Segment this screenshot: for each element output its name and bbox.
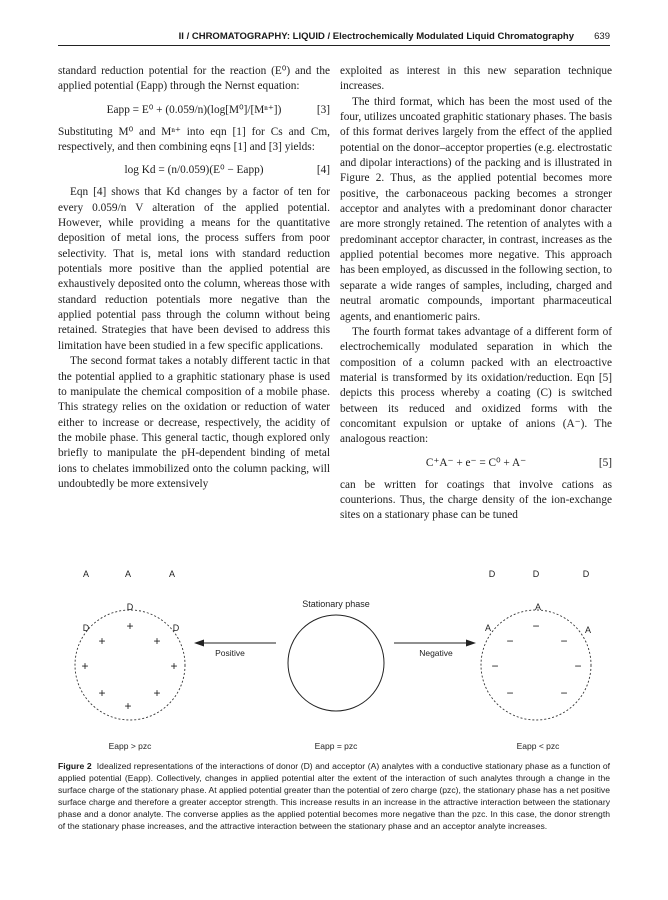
plus-charge: + [170,659,178,673]
minus-charge: − [560,634,568,648]
top-left-label-2: A [124,569,132,579]
caption-text: Idealized representations of the interactions of donor (D) and acceptor (A) analytes with a conductive stationary phase as a function of applied potential (Eapp). Collectively, changes in applied potential alter the extent of the interaction of such analytes through a change in the surface charge of the stationary phase. At applied potential greater than the potential of zero charge (pzc), the stationary phase has a net positive surface charge and therefore a greater acceptor strength. This increase results in an increase in the attractive interaction between the stationary phase and a donor analyte. The converse applies as the applied potential becomes more negative than the pzc. In this case, the donor strength of the stationary phase increases, and the attractive interaction between the stationary phase and an acceptor analyte increases. [58,761,610,832]
equation-3 [58,95,330,125]
equation-4-body: log Kd = (n/0.059)(E⁰ − Eapp) [124,164,264,177]
right-paragraph-2: The third format, which has been the most used of the four, utilizes uncoated graphitic stationary phases. The basis of this format derives largely from the effect of the applied potential on the donor–acceptor properties (e.g. electrostatic and dipolar interactions) of the packing and is illustrated in Figure 2. Thus, as the applied potential becomes more positive, the carbonaceous packing becomes a stronger acceptor and analytes with a predominant donor character are more strongly retained. The retention of analytes with a predominant acceptor character, in contrast, increases as the applied potential becomes more negative. This approach has been employed, as discussed in the following section, to separate a wide ranges of samples, including, charged and neutral aromatic compounds, important pharmaceutical agents, and enantiomeric pairs. [340,95,613,323]
right-paragraph-1: exploited as interest in this new separation technique increases. [340,65,612,93]
right-circle-side-label-1: A [484,623,492,633]
left-circle-side-label-1: D [82,623,90,633]
top-right-label-3: D [582,569,590,579]
left-column [58,64,330,492]
top-right-label-2: D [532,569,540,579]
left-circle-side-label-2: D [172,623,180,633]
equation-5-number: [5] [598,456,612,469]
minus-charge: − [532,619,540,633]
left-paragraph-1: standard reduction potential for the reaction (E⁰) and the applied potential (Eapp) through the Nernst equation: [58,65,330,93]
top-left-label-1: A [82,569,90,579]
left-paragraph-2: Substituting M⁰ and Mⁿ⁺ into eqn [1] for Cs and Cm, respectively, and then combining eqns [1] and [3] yields: [58,125,330,154]
plus-charge: + [126,619,134,633]
plus-charge: + [124,699,132,713]
right-paragraph-3: The fourth format takes advantage of a different form of electrochemically modulated separation in which the composition of a column packed with an electroactive material is transformed by its oxidation/reduction. Eqn [5] depicts this process whereby a coating (C) is switched between its reduced and oxidized forms with the concomitant expulsion or uptake of anions (A⁻). The analogous reaction: [340,325,612,446]
equation-3-number: [3] [316,103,330,116]
top-right-label-1: D [488,569,496,579]
equation-4 [58,155,330,185]
plus-charge: + [153,634,161,648]
figure-caption [58,760,610,833]
plus-charge: + [98,634,106,648]
equation-4-number: [4] [316,164,330,177]
minus-charge: − [506,686,514,700]
caption-label: Figure 2 [58,761,92,771]
right-paragraph-4: can be written for coatings that involve cations as counterions. Thus, the charge density of the ion-exchange sites on a stationary phase can be tuned [340,478,612,522]
positive-arrow-label: Positive [215,648,245,658]
condition-right: Eapp < pzc [516,741,560,751]
equation-3-body: Eapp = E⁰ + (0.059/n)(log[M⁰]/[Mⁿ⁺]) [106,103,282,116]
plus-charge: + [81,659,89,673]
equation-5-body: C⁺A⁻ + e⁻ = C⁰ + A⁻ [425,456,527,469]
left-circle-top-label: D [126,602,134,612]
right-circle-top-label: A [534,602,542,612]
left-paragraph-4: The second format takes a notably different tactic in that the potential applied to a graphitic stationary phase is used to manipulate the chemical composition of a mobile phase. This strategy relies on the oxidation or reduction of water either to increase or decrease, respectively, the acidity of the mobile phase. This general tactic, though explored only briefly to manipulate the pH-dependent binding of metal ions to chelates immobilized onto the column packing, will undoubtedly be more extensively [58,355,330,490]
condition-left: Eapp > pzc [108,741,152,751]
negative-arrow-head [466,640,476,647]
minus-charge: − [506,634,514,648]
page-number: 639 [594,31,610,42]
neutral-stationary-phase-circle [288,615,384,711]
right-circle-side-label-2: A [584,625,592,635]
stationary-phase-label: Stationary phase [302,599,370,609]
negative-arrow-label: Negative [419,648,453,658]
top-left-label-3: A [168,569,176,579]
condition-center: Eapp = pzc [314,741,358,751]
running-header-title: II / CHROMATOGRAPHY: LIQUID / Electrochemically Modulated Liquid Chromatography [178,31,574,42]
figure-2-diagram [58,565,610,765]
minus-charge: − [560,686,568,700]
plus-charge: + [153,686,161,700]
left-paragraph-3: Eqn [4] shows that Kd changes by a factor of ten for every 0.059/n V alteration of the applied potential. However, while providing a means for the quantitative deposition of metal ions, the process suffers from poor selectivity. That is, metal ions with standard reduction potentials more positive than the applied potential are exhaustively deposited onto the column, whereas those with standard reduction potentials more negative than the applied potential pass through the column without being retained. Strategies that have been devised to address this limitation have been studied in a few specific applications. [58,186,330,352]
minus-charge: − [491,659,499,673]
plus-charge: + [98,686,106,700]
right-column [340,64,612,524]
running-header [58,30,610,48]
header-rule [58,45,610,46]
equation-5 [340,448,612,478]
figure-2 [58,565,610,765]
positive-arrow-head [194,640,204,647]
minus-charge: − [574,659,582,673]
